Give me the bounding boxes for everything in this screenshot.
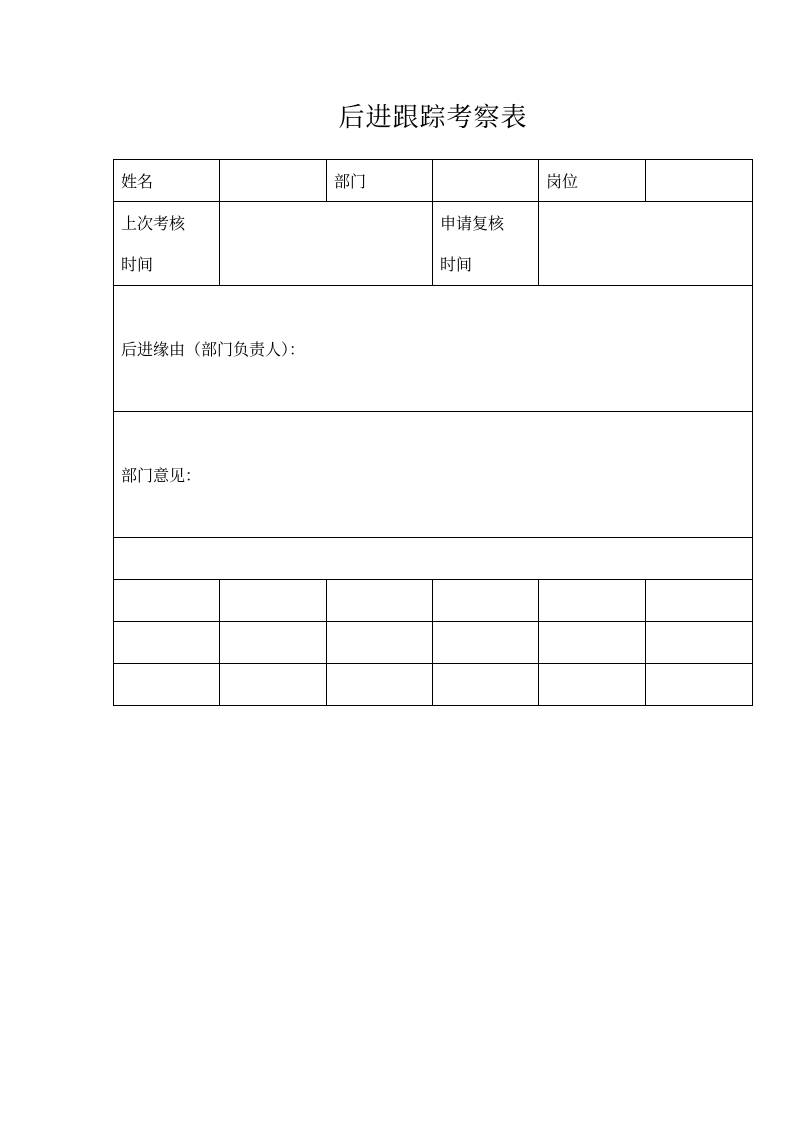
blank-cell[interactable] xyxy=(433,580,539,622)
blank-cell[interactable] xyxy=(220,580,327,622)
form-title: 后进跟踪考察表 xyxy=(338,103,528,133)
blank-cell[interactable] xyxy=(114,622,220,664)
dept-field[interactable] xyxy=(433,160,539,202)
blank-cell[interactable] xyxy=(646,622,753,664)
blank-cell[interactable] xyxy=(114,580,220,622)
last-review-label xyxy=(114,202,220,286)
blank-cell[interactable] xyxy=(327,580,433,622)
position-label: 岗位 xyxy=(539,160,646,202)
last-review-label-line1: 上次考核 xyxy=(121,213,186,233)
blank-cell[interactable] xyxy=(114,664,220,706)
form-row-review-dates xyxy=(114,202,753,286)
blank-cell[interactable] xyxy=(327,664,433,706)
reapply-label-line2: 时间 xyxy=(440,254,473,274)
blank-cell[interactable] xyxy=(646,664,753,706)
position-field[interactable] xyxy=(646,160,753,202)
form-row-basic-info xyxy=(114,160,753,202)
blank-cell[interactable] xyxy=(220,664,327,706)
reason-field[interactable] xyxy=(114,286,753,412)
blank-cell[interactable] xyxy=(114,538,753,580)
form-row-blank-grid xyxy=(114,580,753,622)
last-review-field[interactable] xyxy=(220,202,433,286)
form-row-blank-grid xyxy=(114,622,753,664)
form-row-blank-full xyxy=(114,538,753,580)
blank-cell[interactable] xyxy=(539,664,646,706)
name-label: 姓名 xyxy=(114,160,220,202)
form-row-dept-opinion xyxy=(114,412,753,538)
reapply-label-line1: 申请复核 xyxy=(440,213,505,233)
blank-cell[interactable] xyxy=(433,622,539,664)
last-review-label-line2: 时间 xyxy=(121,254,154,274)
blank-cell[interactable] xyxy=(220,622,327,664)
tracking-form-table xyxy=(113,159,753,706)
form-row-blank-grid xyxy=(114,664,753,706)
blank-cell[interactable] xyxy=(539,580,646,622)
blank-cell[interactable] xyxy=(539,622,646,664)
name-field[interactable] xyxy=(220,160,327,202)
reapply-label xyxy=(433,202,539,286)
blank-cell[interactable] xyxy=(327,622,433,664)
reapply-field[interactable] xyxy=(539,202,753,286)
dept-opinion-label: 部门意见： xyxy=(121,466,202,485)
blank-cell[interactable] xyxy=(433,664,539,706)
dept-label: 部门 xyxy=(327,160,433,202)
reason-label: 后进缘由（部门负责人）： xyxy=(121,340,306,359)
blank-cell[interactable] xyxy=(646,580,753,622)
form-row-reason xyxy=(114,286,753,412)
dept-opinion-field[interactable] xyxy=(114,412,753,538)
